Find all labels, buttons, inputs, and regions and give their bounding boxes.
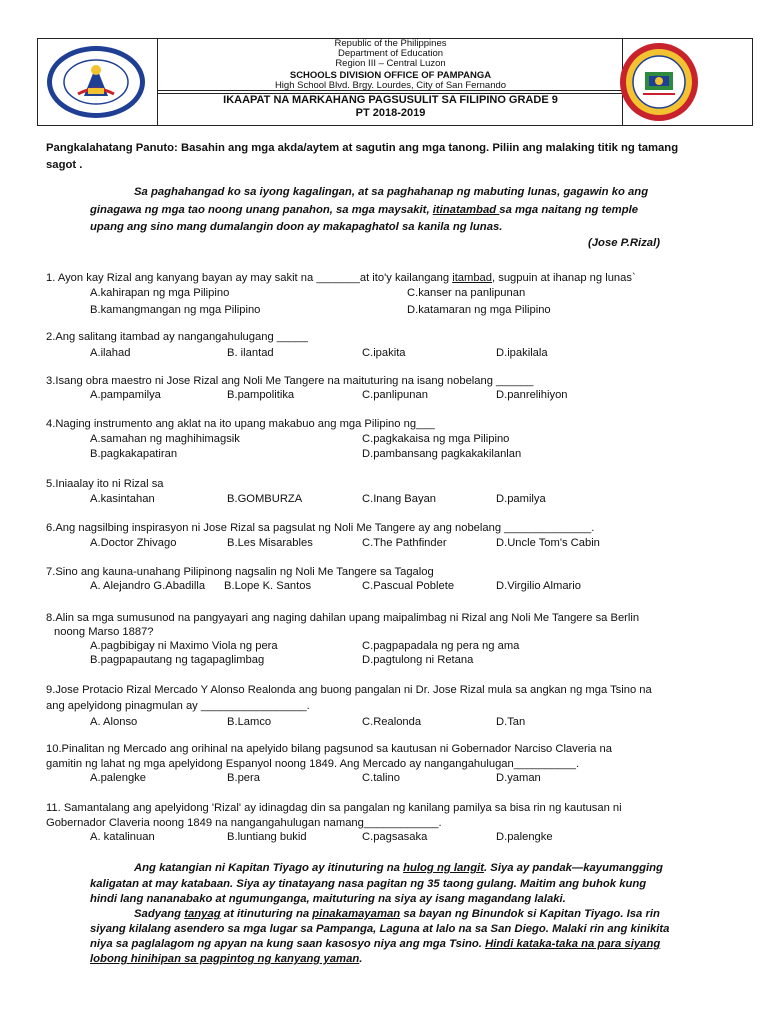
passage-text: ginagawa ng mga tao noong unang panahon, sa mga maysakit, — [90, 204, 433, 216]
option[interactable]: D.pagtulong ni Retana — [362, 654, 474, 666]
passage-text: Sadyang — [134, 908, 185, 920]
header-republic: Republic of the Philippines — [334, 38, 447, 49]
option[interactable]: D.palengke — [496, 831, 553, 843]
option[interactable]: A.ilahad — [90, 347, 131, 359]
underlined-word: itinatambad — [432, 204, 500, 216]
question-10-stem: 10.Pinalitan ng Mercado ang orihinal na apelyido bilang pagsunod sa kautusan ni Gobernador Narciso Claveria na — [46, 743, 612, 755]
passage1-author: (Jose P.Rizal) — [588, 237, 660, 249]
passage1-line2 — [90, 203, 638, 218]
option[interactable]: B.luntiang bukid — [227, 831, 307, 843]
deped-seal-logo — [44, 44, 148, 120]
question-8-stem: 8.Alin sa mga sumusunod na pangyayari ang naging dahilan upang maipalimbag ni Rizal ang Noli Me Tangere sa Berlin — [46, 612, 640, 624]
question-2-stem: 2.Ang salitang itambad ay nangangahulugang _____ — [46, 331, 308, 343]
underlined-phrase: Hindi kataka-taka na para siyang — [485, 938, 661, 950]
option[interactable]: C.Inang Bayan — [362, 493, 437, 505]
passage-text: . Siya ay pandak—kayumangging — [484, 862, 663, 874]
option[interactable]: D.panrelihiyon — [496, 389, 568, 401]
option[interactable]: D.pamilya — [496, 493, 546, 505]
option[interactable]: C.ipakita — [362, 347, 406, 359]
option[interactable]: D.katamaran ng mga Pilipino — [407, 304, 551, 316]
passage-text: sa bayan ng Binundok si Kapitan Tiyago. Isa rin — [400, 908, 660, 920]
underlined-word: pinakamayaman — [312, 908, 401, 920]
option[interactable]: B.pagkakapatiran — [90, 448, 178, 460]
question-3-stem: 3.Isang obra maestro ni Jose Rizal ang Noli Me Tangere na maituturing na isang nobelang ______ — [46, 375, 534, 387]
underlined-phrase: lobong hinihipan sa pagpintog ng kanyang yaman — [90, 953, 360, 965]
option[interactable]: A.samahan ng maghihimagsik — [90, 433, 240, 445]
option[interactable]: C.Pascual Poblete — [362, 580, 455, 592]
option[interactable]: A.pampamilya — [90, 389, 161, 401]
passage-text: at itinuturing na — [220, 908, 313, 920]
option[interactable]: A. katalinuan — [90, 831, 155, 843]
option[interactable]: D.yaman — [496, 772, 541, 784]
option[interactable]: C.talino — [362, 772, 400, 784]
exam-title-block — [158, 94, 623, 120]
option[interactable]: D.Uncle Tom's Cabin — [496, 537, 600, 549]
question-6-stem: 6.Ang nagsilbing inspirasyon ni Jose Rizal sa pagsulat ng Noli Me Tangere ay ang nobelang ______________. — [46, 522, 595, 534]
option[interactable]: D.Tan — [496, 716, 526, 728]
option[interactable]: B.pagpapautang ng tagapaglimbag — [90, 654, 265, 666]
passage-text: . — [359, 953, 363, 965]
option[interactable]: C.pagkakaisa ng mga Pilipino — [362, 433, 510, 445]
passage1-line1: Sa paghahangad ko sa iyong kagalingan, at sa paghahanap ng mabuting lunas, gagawin ko ang — [134, 186, 649, 198]
passage2-line1 — [134, 861, 663, 876]
question-1-stem — [46, 271, 636, 286]
option[interactable]: C.pagpapadala ng pera ng ama — [362, 640, 520, 652]
option[interactable]: C.The Pathfinder — [362, 537, 447, 549]
option[interactable]: B.pera — [227, 772, 260, 784]
question-11-stem: 11. Samantalang ang apelyidong 'Rizal' ay idinagdag din sa pangalan ng kanilang pamilya sa bisa rin ng kautusan ni — [46, 802, 622, 814]
option[interactable]: C.pagsasaka — [362, 831, 428, 843]
passage2-line7 — [90, 952, 362, 967]
question-10-stem-cont: gamitin ng lahat ng mga apelyidong Espanyol noong 1849. Ang Mercado ay nangangahulugan__________. — [46, 758, 580, 770]
underlined-word: tanyag — [184, 908, 221, 920]
header-address: High School Blvd. Brgy. Lourdes, City of San Fernando — [274, 79, 507, 91]
option[interactable]: B.Lamco — [227, 716, 272, 728]
option[interactable]: B.Lope K. Santos — [224, 580, 312, 592]
question-8-stem-cont: noong Marso 1887? — [54, 626, 154, 638]
passage-text: niya sa paglalagom ng apyan na kung saan kasosyo niya ang mga Tsino. — [90, 938, 486, 950]
question-11-stem-cont: Gobernador Claveria noong 1849 na nangangahulugan namang____________. — [46, 817, 442, 829]
stem-text: 1. Ayon kay Rizal ang kanyang bayan ay may sakit na _______at ito'y kailangang — [46, 272, 453, 284]
question-9-stem-cont: ang apelyidong pinagmulan ay _________________. — [46, 700, 310, 712]
option[interactable]: A.pagbibigay ni Maximo Viola ng pera — [90, 640, 278, 652]
option[interactable]: B.kamangmangan ng mga Pilipino — [90, 304, 261, 316]
option[interactable]: B.Les Misarables — [227, 537, 313, 549]
option[interactable]: B.pampolitika — [227, 389, 295, 401]
instructions-line2: sagot . — [46, 159, 83, 171]
option[interactable]: C.panlipunan — [362, 389, 428, 401]
header-division: SCHOOLS DIVISION OFFICE OF PAMPANGA — [289, 69, 492, 81]
option[interactable]: A.kasintahan — [90, 493, 155, 505]
underlined-phrase: hulog ng langit — [403, 862, 485, 874]
option[interactable]: D.Virgilio Almario — [496, 580, 581, 592]
question-9-stem: 9.Jose Protacio Rizal Mercado Y Alonso Realonda ang buong pangalan ni Dr. Jose Rizal mula sa angkan ng mga Tsino na — [46, 684, 652, 696]
question-5-stem: 5.Iniaalay ito ni Rizal sa — [46, 478, 164, 490]
option[interactable]: A. Alejandro G.Abadilla — [90, 580, 206, 592]
division-seal-logo — [618, 42, 700, 122]
header-region: Region III – Central Luzon — [335, 58, 446, 70]
passage-text: Ang katangian ni Kapitan Tiyago ay itinuturing na — [134, 862, 404, 874]
question-4-stem: 4.Naging instrumento ang aklat na ito upang makabuo ang mga Pilipino ng___ — [46, 418, 435, 430]
header-department: Department of Education — [337, 48, 444, 60]
underlined-word: itambad — [452, 272, 493, 284]
question-7-stem: 7.Sino ang kauna-unahang Pilipinong nagsalin ng Noli Me Tangere sa Tagalog — [46, 566, 434, 578]
school-year: PT 2018-2019 — [355, 107, 426, 119]
exam-title: IKAAPAT NA MARKAHANG PAGSUSULIT SA FILIPINO GRADE 9 — [223, 94, 558, 106]
option[interactable]: A. Alonso — [90, 716, 138, 728]
passage1-line3: upang ang sino mang dumalangin doon ay makapaghatol sa kanila ng lunas. — [90, 221, 503, 233]
passage2-line4 — [134, 907, 660, 922]
passage2-line3: hindi lang nananabako at ngumunganga, maituturing na siya ay isang magandang lalaki. — [90, 893, 566, 905]
passage2-line6 — [90, 937, 660, 952]
passage2-line2: kaligatan at may katabaan. Siya ay tinatayang nasa pagitan ng 35 taong gulang. Maitim ang buhok kung — [90, 878, 647, 890]
option[interactable]: A.Doctor Zhivago — [90, 537, 177, 549]
option[interactable]: C.kanser na panlipunan — [407, 287, 526, 299]
option[interactable]: A.kahirapan ng mga Pilipino — [90, 287, 230, 299]
passage-text: sa mga naitang ng temple — [499, 204, 639, 216]
header-text — [158, 39, 623, 91]
option[interactable]: B. ilantad — [227, 347, 274, 359]
stem-text: , sugpuin at ihanap ng lunas` — [492, 272, 636, 284]
option[interactable]: D.pambansang pagkakakilanlan — [362, 448, 522, 460]
passage2-line5: siyang kilalang asendero sa mga lugar sa Pampanga, Laguna at lalo na sa San Diego. Malaki rin ang kinikita — [90, 923, 670, 935]
option[interactable]: C.Realonda — [362, 716, 422, 728]
instructions-line1: Pangkalahatang Panuto: Basahin ang mga akda/aytem at sagutin ang mga tanong. Piliin ang malaking titik ng tamang — [46, 142, 679, 154]
option[interactable]: D.ipakilala — [496, 347, 548, 359]
option[interactable]: B.GOMBURZA — [227, 493, 303, 505]
option[interactable]: A.palengke — [90, 772, 146, 784]
